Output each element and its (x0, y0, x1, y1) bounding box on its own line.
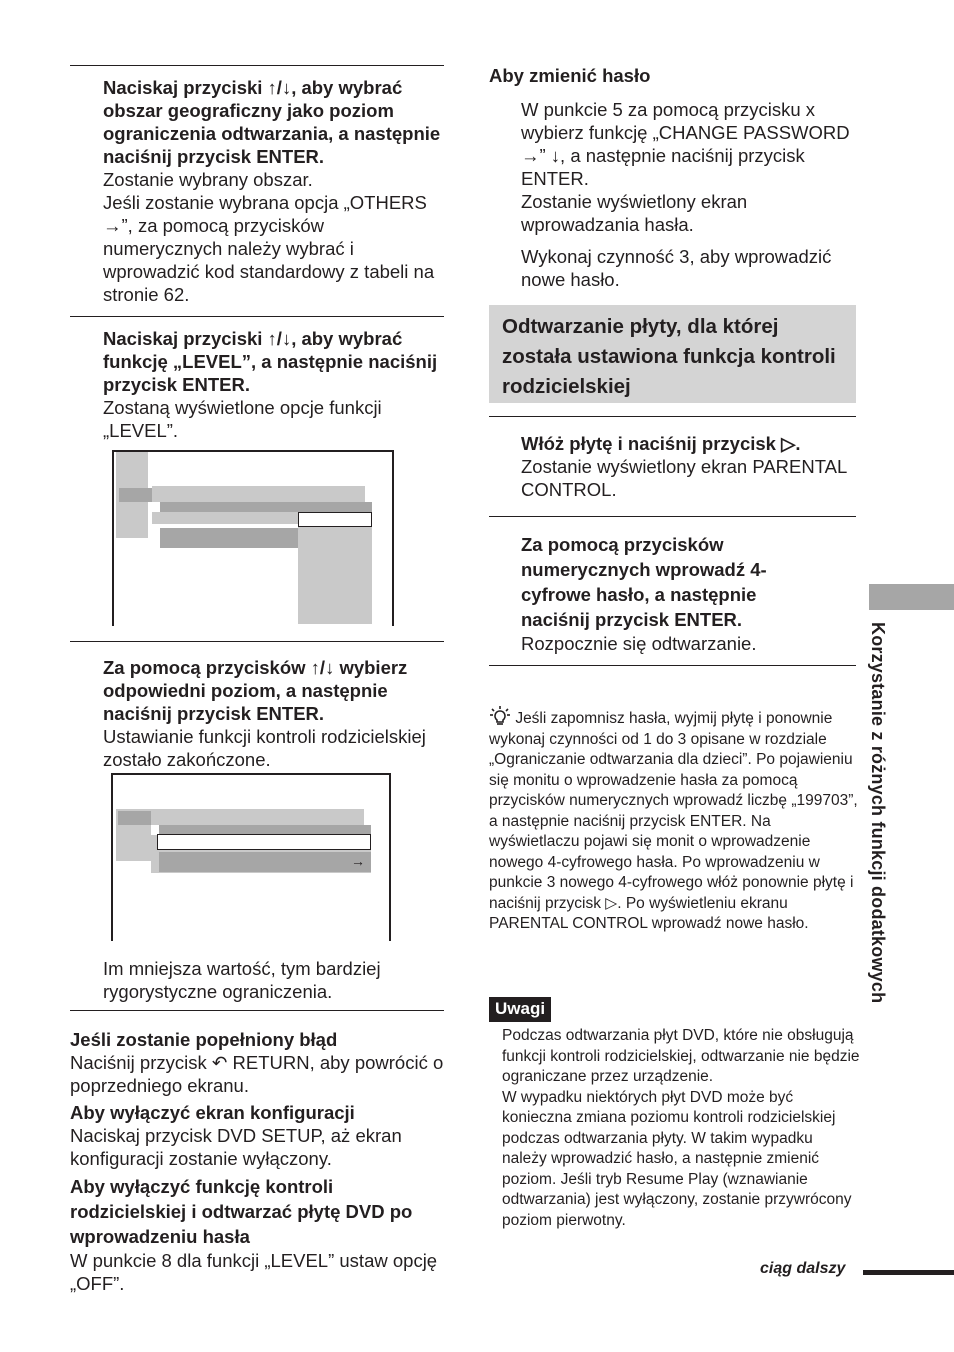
step-instruction: Za pomocą przycisków ↑/↓ wybierz odpowiedni poziom, a następnie naciśnij przycisk ENTER. (103, 657, 408, 724)
divider (489, 665, 856, 666)
menu-bar (151, 809, 364, 825)
step-result: Zostaną wyświetlone opcje funkcji „LEVEL”. (103, 397, 382, 441)
error-heading: Jeśli zostanie popełniony błąd (70, 1029, 338, 1050)
menu-row (159, 852, 371, 872)
step-instruction: Za pomocą przycisków numerycznych wprowadź 4-cyfrowe hasło, a następnie naciśnij przycisk ENTER. (521, 534, 767, 630)
divider (489, 516, 856, 517)
notes-body (502, 1026, 860, 1231)
divider (70, 641, 444, 642)
selected-level-box (298, 512, 372, 527)
menu-icon (118, 811, 151, 825)
step-block (521, 432, 861, 501)
step-block (103, 76, 448, 306)
divider (70, 1010, 444, 1011)
notes-badge-label: Uwagi (495, 999, 546, 1018)
extra-info (70, 1028, 448, 1295)
tip-block (489, 706, 861, 935)
parental-off-heading: Aby wyłączyć funkcję kontroli rodzicielskiej i odtwarzać płytę DVD po wprowadzeniu hasła (70, 1176, 413, 1247)
step-block (521, 532, 821, 655)
setup-off-heading: Aby wyłączyć ekran konfiguracji (70, 1102, 355, 1123)
step-instruction: Włóż płytę i naciśnij przycisk ▷. (521, 433, 801, 454)
divider (489, 416, 856, 417)
note-item: W wypadku niektórych płyt DVD może być konieczna zmiana poziomu kontroli rodzicielskiej podczas odtwarzania płyty. W takim wypadku należy wprowadzić hasło, a następnie zmienić poziom. Jeśli tryb Resume Play (wznawianie odtwarzania) jest wyłączony, zostanie przywrócony poziom pierwotny. (502, 1088, 852, 1229)
arrow-icon: → (351, 853, 365, 869)
change-password-text: W punkcie 5 za pomocą przycisku x wybierz funkcję „CHANGE PASSWORD →” ↓, a następnie naciśnij przycisk ENTER. (521, 99, 850, 189)
change-password-heading: Aby zmienić hasło (489, 65, 651, 86)
step-note: Im mniejsza wartość, tym bardziej rygorystyczne ograniczenia. (103, 958, 381, 1002)
note-item: Podczas odtwarzania płyt DVD, które nie obsługują funkcji kontroli rodzicielskiej, odtwarzanie nie będzie ograniczane przez urządzenie. (502, 1027, 860, 1085)
setup-off-text: Naciskaj przycisk DVD SETUP, aż ekran konfiguracji zostanie wyłączony. (70, 1125, 402, 1169)
step-result: Ustawianie funkcji kontroli rodzicielskiej zostało zakończone. (103, 726, 426, 770)
parental-off-text: W punkcie 8 dla funkcji „LEVEL” ustaw opcję „OFF”. (70, 1250, 438, 1294)
change-password-result: Zostanie wyświetlony ekran wprowadzania hasła. (521, 191, 748, 235)
step-instruction: Naciskaj przyciski ↑/↓, aby wybrać obszar geograficzny jako poziom ograniczenia odtwarzania, a następnie naciśnij przycisk ENTER. (103, 77, 441, 167)
lightbulb-icon (489, 706, 511, 726)
divider (70, 316, 444, 317)
step-instruction: Naciskaj przyciski ↑/↓, aby wybrać funkcję „LEVEL”, a następnie naciśnij przycisk ENTER. (103, 328, 438, 395)
menu-bar (152, 486, 365, 502)
level-confirm-screen-illustration (111, 773, 391, 941)
step-result: Zostanie wybrany obszar. (103, 169, 313, 190)
menu-row (160, 502, 372, 512)
step-result: Rozpocznie się odtwarzanie. (521, 633, 757, 654)
tip-text: Jeśli zapomnisz hasła, wyjmij płytę i ponownie wykonaj czynności od 1 do 3 opisane w rozdziale „Ograniczanie odtwarzania dla dzieci”. Po pojawieniu się monitu o wprowadzenie hasła za pomocą przycisków numerycznych wprowadź liczbę „199703”, a następnie naciśnij przycisk ENTER. Na wyświetlaczu pojawi się monit o wprowadzenie nowego 4-cyfrowego hasła. Po wprowadzeniu w punkcie 3 nowego 4-cyfrowego włóż ponownie płytę i naciśnij przycisk ▷. Po wyświetleniu ekranu PARENTAL CONTROL wprowadź nowe hasło. (489, 710, 858, 932)
selected-row-box (157, 834, 371, 850)
step-block (103, 656, 448, 771)
side-tab-label: Korzystanie z różnych funkcji dodatkowych (868, 622, 888, 1004)
change-password-body (521, 98, 861, 291)
change-password-next: Wykonaj czynność 3, aby wprowadzić nowe hasło. (521, 246, 832, 290)
menu-icon (119, 488, 152, 502)
options-panel (298, 512, 372, 624)
continued-label: ciąg dalszy (760, 1260, 846, 1277)
divider (70, 65, 444, 66)
step-detail: Jeśli zostanie wybrana opcja „OTHERS →”, za pomocą przycisków numerycznych należy wybrać i wprowadzić kod standardowy z tabeli na stronie 62. (103, 192, 435, 305)
section-title-box (489, 305, 856, 403)
error-text: Naciśnij przycisk ↶ RETURN, aby powrócić o poprzedniego ekranu. (70, 1052, 444, 1096)
step-block (103, 327, 448, 442)
notes-badge (489, 997, 551, 1022)
level-screen-illustration (112, 450, 394, 626)
section-title: Odtwarzanie płyty, dla której została ustawiona funkcja kontroli rodzicielskiej (502, 315, 836, 398)
continued-bar (863, 1270, 954, 1275)
menu-row (160, 528, 298, 548)
side-tab (869, 584, 954, 610)
step-result: Zostanie wyświetlony ekran PARENTAL CONTROL. (521, 456, 847, 500)
